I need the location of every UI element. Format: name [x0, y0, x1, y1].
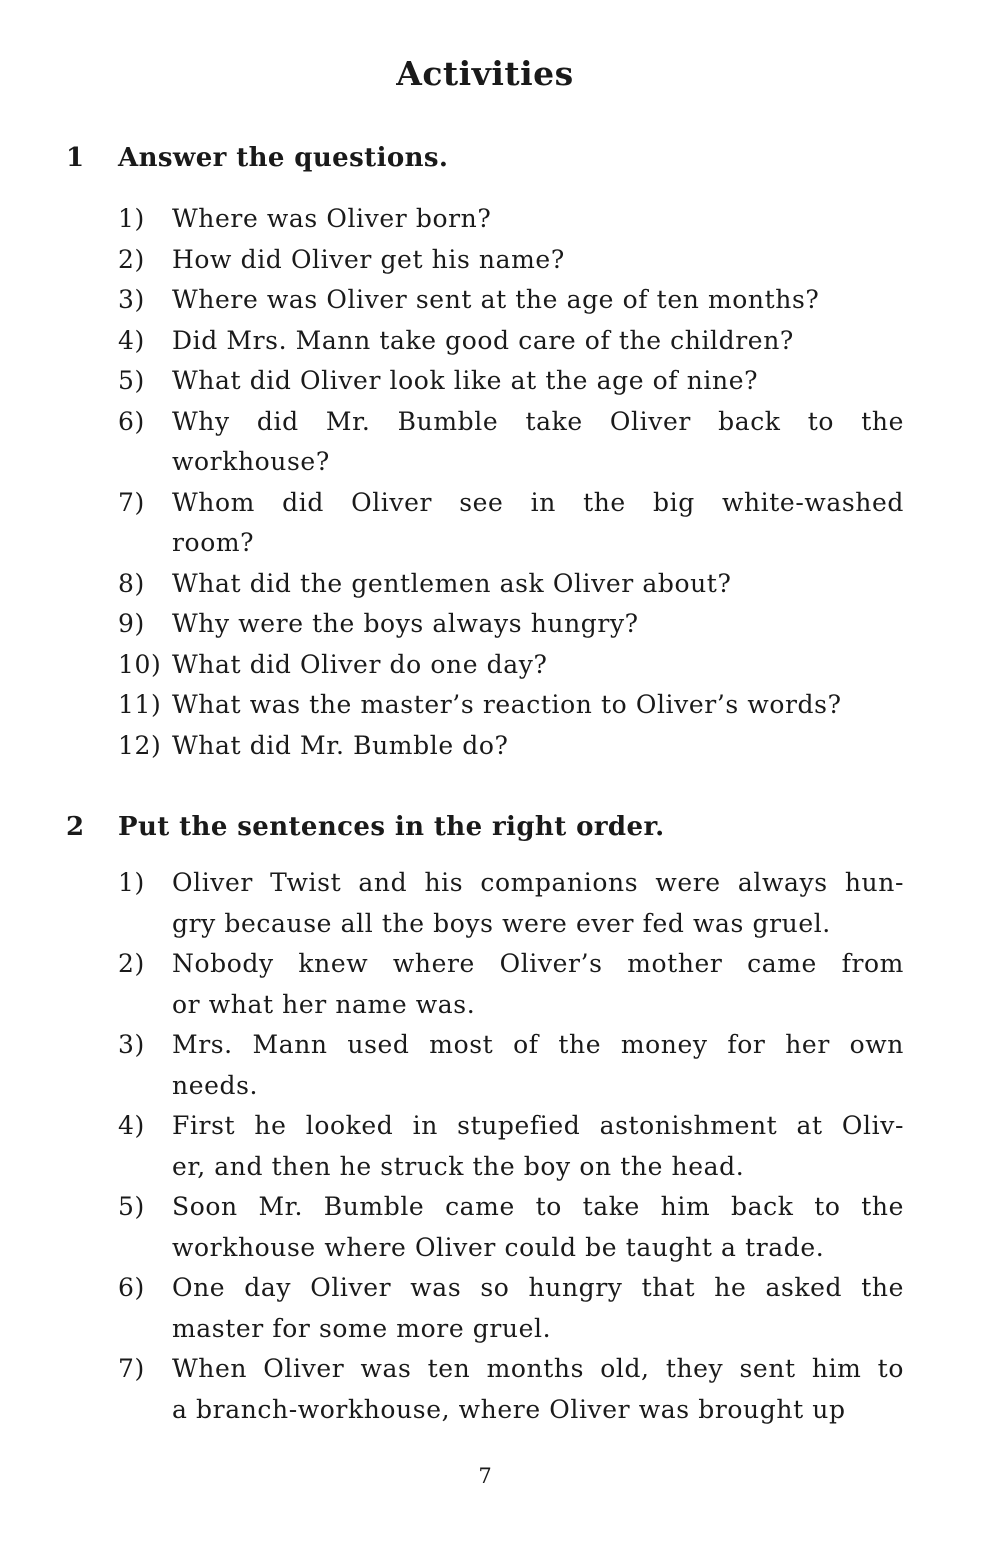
section-2-sentence-list	[118, 863, 904, 1430]
question-item-text	[172, 726, 904, 767]
question-item-number: 11)	[118, 690, 162, 719]
sentence-item	[118, 1268, 904, 1349]
sentence-item-number: 6)	[118, 1273, 145, 1302]
sentence-item-text	[172, 1025, 904, 1106]
sentence-item-text	[172, 1187, 904, 1268]
question-item-text	[172, 483, 904, 564]
question-item-number: 10)	[118, 649, 162, 679]
sentence-item-line: Mrs. Mann used most of the money for her own	[172, 1030, 904, 1059]
question-item-line: Where was Oliver sent at the age of ten months?	[172, 285, 820, 314]
sentence-item-line: One day Oliver was so hungry that he asked the	[172, 1273, 904, 1302]
section-2-number: 2	[66, 812, 85, 842]
question-item	[118, 685, 904, 726]
question-item-number: 4)	[118, 325, 145, 355]
section-1-title: Answer the questions.	[118, 143, 449, 173]
sentence-item-line: needs.	[172, 1070, 259, 1100]
question-item-text	[172, 564, 904, 605]
question-item-text	[172, 685, 904, 726]
page-number: 7	[478, 1464, 492, 1488]
question-item-text	[172, 402, 904, 483]
sentence-item-line: or what her name was.	[172, 989, 476, 1019]
sentence-item-text	[172, 944, 904, 1025]
question-item-line: Did Mrs. Mann take good care of the children?	[172, 325, 794, 355]
section-1-number: 1	[66, 143, 85, 173]
question-item	[118, 321, 904, 362]
question-item-line: Whom did Oliver see in the big white-washed	[172, 487, 904, 517]
question-item-line: What did Mr. Bumble do?	[172, 730, 509, 760]
question-item-line: How did Oliver get his name?	[172, 244, 565, 274]
sentence-item	[118, 1349, 904, 1430]
section-1-heading	[66, 140, 448, 176]
question-item	[118, 199, 904, 240]
section-2-heading	[66, 809, 665, 845]
page-title: Activities	[396, 54, 574, 93]
question-item-line: room?	[172, 528, 255, 557]
question-item-number: 5)	[118, 366, 145, 395]
question-item	[118, 361, 904, 402]
question-item-number: 1)	[118, 204, 145, 233]
question-item-line: What did Oliver do one day?	[172, 649, 548, 679]
question-item-number: 2)	[118, 244, 145, 274]
question-item-line: What was the master’s reaction to Oliver’s words?	[172, 690, 842, 719]
sentence-item-text	[172, 863, 904, 944]
sentence-item-line: When Oliver was ten months old, they sent him to	[172, 1354, 904, 1383]
question-item	[118, 280, 904, 321]
section-1-question-list	[118, 199, 904, 766]
sentence-item	[118, 944, 904, 1025]
section-2-title: Put the sentences in the right order.	[118, 812, 665, 842]
question-item-number: 9)	[118, 609, 145, 638]
sentence-item-number: 4)	[118, 1111, 145, 1140]
sentence-item-line: a branch-workhouse, where Oliver was brought up	[172, 1394, 846, 1424]
sentence-item	[118, 1187, 904, 1268]
question-item-line: What did Oliver look like at the age of nine?	[172, 366, 759, 395]
question-item-text	[172, 321, 904, 362]
question-item-line: Why were the boys always hungry?	[172, 609, 639, 638]
question-item	[118, 564, 904, 605]
sentence-item-line: Oliver Twist and his companions were always hun-	[172, 868, 904, 897]
sentence-item-number: 1)	[118, 868, 145, 897]
sentence-item-number: 2)	[118, 949, 145, 978]
question-item-number: 8)	[118, 568, 145, 598]
question-item	[118, 726, 904, 767]
question-item-text	[172, 604, 904, 645]
sentence-item-line: Soon Mr. Bumble came to take him back to the	[172, 1192, 904, 1221]
sentence-item-line: master for some more gruel.	[172, 1313, 552, 1343]
sentence-item-line: First he looked in stupefied astonishment at Oliv-	[172, 1111, 904, 1140]
question-item	[118, 240, 904, 281]
question-item-text	[172, 199, 904, 240]
sentence-item-number: 3)	[118, 1030, 145, 1059]
question-item	[118, 402, 904, 483]
question-item-number: 12)	[118, 730, 162, 760]
question-item	[118, 645, 904, 686]
question-item-text	[172, 240, 904, 281]
question-item-text	[172, 280, 904, 321]
sentence-item-line: workhouse where Oliver could be taught a trade.	[172, 1232, 825, 1262]
question-item-line: workhouse?	[172, 447, 330, 476]
sentence-item-number: 5)	[118, 1192, 145, 1221]
question-item-text	[172, 361, 904, 402]
sentence-item-line: er, and then he struck the boy on the head.	[172, 1151, 745, 1181]
question-item-number: 7)	[118, 487, 145, 517]
sentence-item	[118, 1106, 904, 1187]
sentence-item	[118, 1025, 904, 1106]
question-item-line: What did the gentlemen ask Oliver about?	[172, 568, 732, 598]
question-item-number: 3)	[118, 285, 145, 314]
sentence-item-text	[172, 1268, 904, 1349]
sentence-item-text	[172, 1106, 904, 1187]
sentence-item-text	[172, 1349, 904, 1430]
question-item	[118, 483, 904, 564]
question-item	[118, 604, 904, 645]
question-item-line: Why did Mr. Bumble take Oliver back to the	[172, 406, 904, 436]
sentence-item	[118, 863, 904, 944]
question-item-number: 6)	[118, 406, 145, 436]
sentence-item-line: Nobody knew where Oliver’s mother came from	[172, 949, 904, 978]
question-item-line: Where was Oliver born?	[172, 204, 492, 233]
question-item-text	[172, 645, 904, 686]
sentence-item-number: 7)	[118, 1354, 145, 1383]
sentence-item-line: gry because all the boys were ever fed was gruel.	[172, 908, 831, 938]
